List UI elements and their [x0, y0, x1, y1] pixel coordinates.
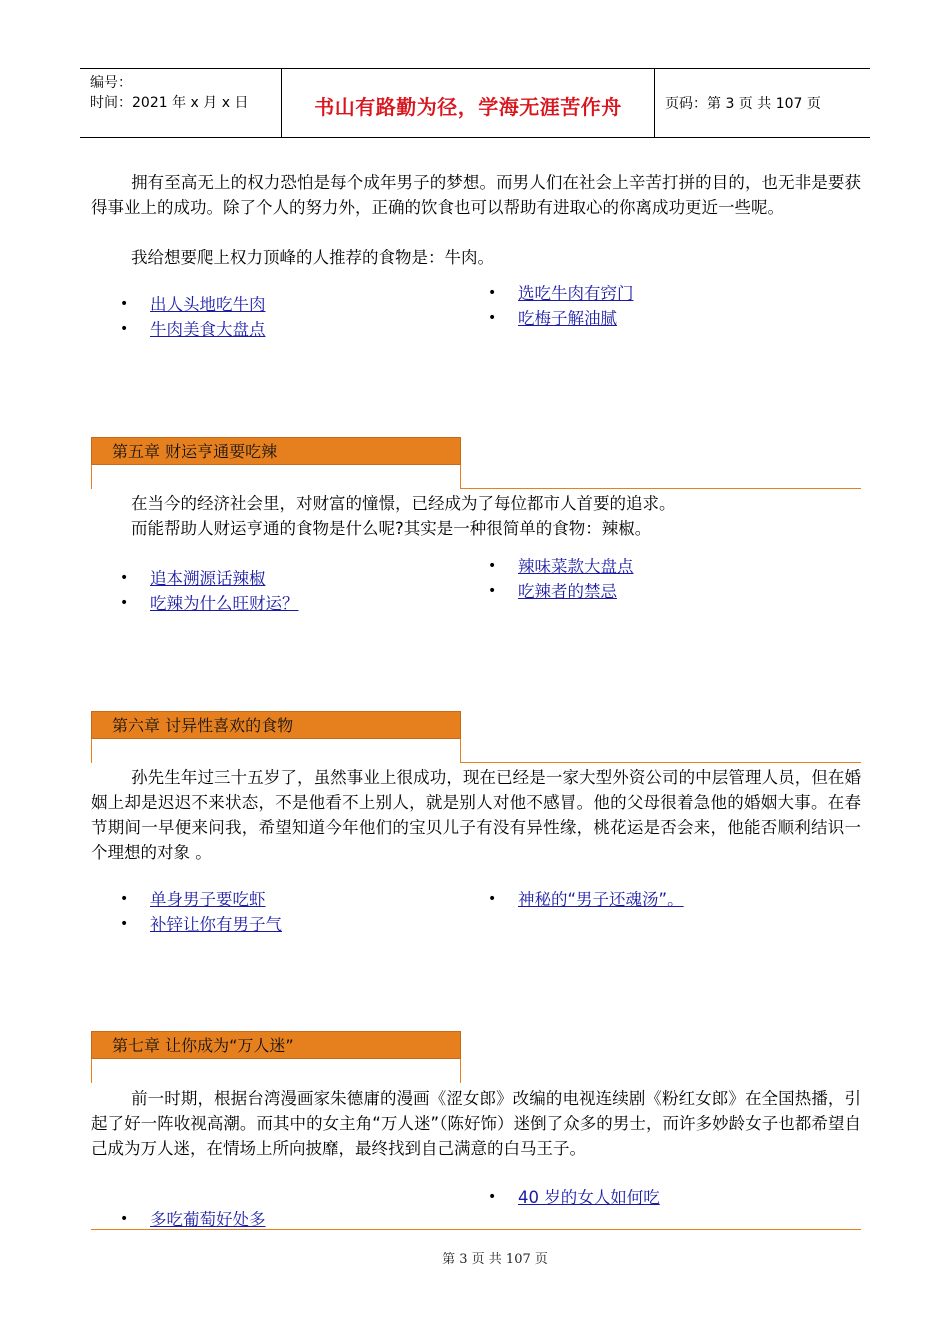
link-spicy-taboos[interactable]: 吃辣者的禁忌: [518, 582, 617, 601]
chapter-6-text: 孙先生年过三十五岁了，虽然事业上很成功，现在已经是一家大型外资公司的中层管理人员，但在婚姻上却是迟迟不来状态，不是他看不上别人，就是别人对他不感冒。他的父母很着急他的婚姻大事。在春节期间一早便来问我，希望知道今年他们的宝贝儿子有没有异性缘，桃花运是否会来，他能否顺利结识一个理想的对象 。: [91, 768, 861, 862]
divider: [91, 1059, 92, 1083]
bullet-icon: •: [120, 916, 129, 932]
chapter-5-text-1: [91, 491, 861, 516]
link-spicy-dishes[interactable]: 辣味菜款大盘点: [518, 557, 634, 576]
divider: [91, 465, 92, 489]
divider: [460, 762, 861, 763]
intro-text-2: 我给想要爬上权力顶峰的人推荐的食物是：牛肉。: [131, 248, 494, 267]
list-item: [488, 887, 684, 912]
chapter-5-links-right: [488, 554, 634, 604]
chapter-7-paragraph: [91, 1086, 861, 1161]
bullet-icon: •: [120, 570, 129, 586]
link-chili-origin[interactable]: 追本溯源话辣椒: [150, 569, 266, 588]
doc-date: 时间：2021 年 x 月 x 日: [90, 95, 249, 111]
chapter-5-text-2: [91, 516, 861, 541]
link-chili-fortune[interactable]: 吃辣为什么旺财运？: [150, 594, 299, 613]
list-item: [488, 579, 634, 604]
page-header: [80, 68, 870, 138]
bullet-icon: •: [120, 595, 129, 611]
bullet-icon: •: [488, 285, 497, 301]
intro-links-right: [488, 281, 634, 331]
divider: [460, 739, 461, 763]
intro-paragraph: [91, 170, 861, 220]
bullet-icon: •: [488, 1189, 497, 1205]
chapter-6-heading: [91, 711, 861, 763]
divider: [460, 465, 461, 489]
chapter-5-line-2: 而能帮助人财运亨通的食物是什么呢?其实是一种很简单的食物：辣椒。: [131, 519, 652, 538]
list-item: [120, 887, 282, 912]
chapter-7-text: 前一时期，根据台湾漫画家朱德庸的漫画《涩女郎》改编的电视连续剧《粉红女郎》在全国热播，引起了好一阵收视高潮。而其中的女主角“万人迷”（陈好饰）迷倒了众多的男士，而许多妙龄女子也都希望自己成为万人迷，在情场上所向披靡，最终找到自己满意的白马王子。: [91, 1089, 861, 1158]
link-grapes[interactable]: 多吃葡萄好处多: [150, 1210, 266, 1229]
bullet-icon: •: [488, 310, 497, 326]
page-footer: 第 3 页 共 107 页: [442, 1252, 548, 1267]
list-item: [488, 281, 634, 306]
intro-text-1: 拥有至高无上的权力恐怕是每个成年男子的梦想。而男人们在社会上辛苦打拼的目的，也无非是要获得事业上的成功。除了个人的努力外，正确的饮食也可以帮助有进取心的你离成功更近一些呢。: [91, 173, 861, 217]
bullet-icon: •: [488, 558, 497, 574]
chapter-7-links-right: [488, 1185, 660, 1210]
link-zinc-manly[interactable]: 补锌让你有男子气: [150, 915, 282, 934]
header-motto: 书山有路勤为径，学海无涯苦作舟: [282, 69, 655, 137]
chapter-6-paragraph: [91, 765, 861, 865]
intro-paragraph-2: [91, 245, 861, 270]
chapter-title: 第六章 讨异性喜欢的食物: [91, 711, 461, 739]
list-item: [120, 566, 299, 591]
bullet-icon: •: [120, 296, 129, 312]
header-meta: [80, 69, 282, 137]
chapter-7-heading: [91, 1031, 861, 1083]
chapter-6-links-right: [488, 887, 684, 912]
divider: [91, 739, 92, 763]
link-choose-beef[interactable]: 选吃牛肉有窍门: [518, 284, 634, 303]
list-item: [120, 292, 266, 317]
chapter-5-heading: [91, 437, 861, 489]
list-item: [488, 306, 634, 331]
bullet-icon: •: [120, 1211, 129, 1227]
header-page-info: 页码：第 3 页 共 107 页: [665, 96, 821, 112]
list-item: [488, 1185, 660, 1210]
list-item: [488, 554, 634, 579]
chapter-5-links-left: [120, 566, 299, 616]
chapter-6-links-left: [120, 887, 282, 937]
list-item: [120, 317, 266, 342]
chapter-title: 第五章 财运亨通要吃辣: [91, 437, 461, 465]
divider: [460, 488, 861, 489]
bullet-icon: •: [120, 891, 129, 907]
link-mystery-soup[interactable]: 神秘的“男子还魂汤”。: [518, 890, 684, 909]
intro-links-left: [120, 292, 266, 342]
link-single-shrimp[interactable]: 单身男子要吃虾: [150, 890, 266, 909]
link-40-woman[interactable]: 40 岁的女人如何吃: [518, 1188, 660, 1207]
bottom-divider: [91, 1229, 861, 1230]
divider: [460, 1059, 461, 1083]
link-plum-grease[interactable]: 吃梅子解油腻: [518, 309, 617, 328]
link-beef-dishes[interactable]: 牛肉美食大盘点: [150, 320, 266, 339]
chapter-title: 第七章 让你成为“万人迷”: [91, 1031, 461, 1059]
bullet-icon: •: [488, 891, 497, 907]
bullet-icon: •: [120, 321, 129, 337]
list-item: [120, 912, 282, 937]
link-beef-success[interactable]: 出人头地吃牛肉: [150, 295, 266, 314]
chapter-5-line-1: 在当今的经济社会里，对财富的憧憬，已经成为了每位都市人首要的追求。: [131, 494, 676, 513]
bullet-icon: •: [488, 583, 497, 599]
doc-number-label: 编号：: [90, 75, 132, 91]
list-item: [120, 591, 299, 616]
